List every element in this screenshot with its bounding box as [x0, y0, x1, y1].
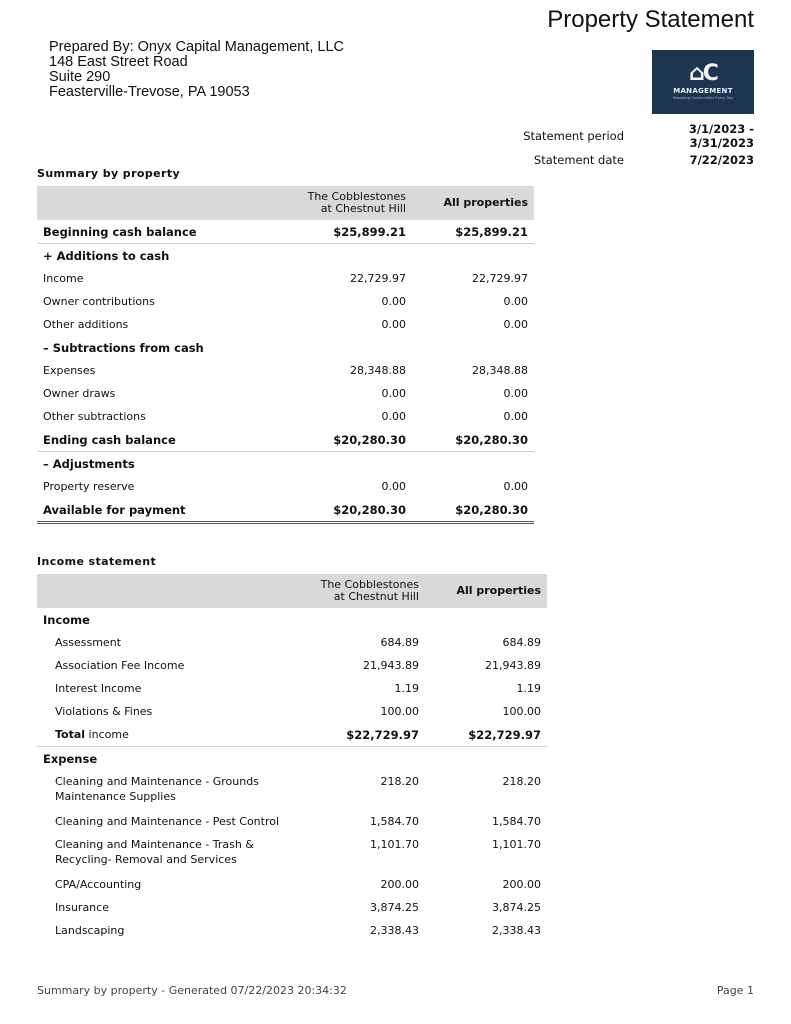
row-value: 0.00: [381, 387, 406, 400]
company-logo: [652, 50, 754, 114]
row-value: $22,729.97: [468, 727, 541, 742]
row-label: Insurance: [55, 901, 109, 914]
table-row: [37, 382, 534, 405]
row-label: Cleaning and Maintenance - Trash & Recycling- Removal and Services: [55, 838, 254, 866]
row-label: Assessment: [55, 636, 121, 649]
summary-table: [37, 186, 534, 524]
row-value: 0.00: [503, 480, 528, 493]
row-value: 21,943.89: [485, 659, 541, 672]
row-value: 28,348.88: [350, 364, 406, 377]
row-label: Cleaning and Maintenance - Pest Control: [55, 815, 280, 828]
row-label: Other additions: [43, 318, 129, 331]
row-value: 684.89: [380, 636, 419, 649]
row-label: CPA/Accounting: [55, 878, 142, 891]
row-value: $25,899.21: [455, 224, 528, 239]
row-label: Owner contributions: [43, 295, 155, 308]
income-statement-table: [37, 574, 547, 942]
row-value: 218.20: [502, 775, 541, 788]
row-label: Available for payment: [37, 498, 288, 523]
row-label: Cleaning and Maintenance - Grounds Maintenance Supplies: [55, 775, 259, 803]
row-label: Interest Income: [55, 682, 142, 695]
table-row: [37, 336, 534, 359]
statement-period-value: 3/1/2023 - 3/31/2023: [688, 122, 754, 150]
summary-heading: Summary by property: [37, 167, 181, 180]
row-label: – Subtractions from cash: [43, 340, 204, 355]
table-row: [37, 919, 547, 942]
statement-date-value: 7/22/2023: [689, 153, 754, 167]
row-value: 2,338.43: [370, 924, 419, 937]
income-col-all: All properties: [425, 574, 547, 608]
row-value: 684.89: [502, 636, 541, 649]
table-row: [37, 244, 534, 268]
table-row: [37, 631, 547, 654]
row-value: 22,729.97: [350, 272, 406, 285]
income-header-blank: [37, 574, 301, 608]
row-value: $20,280.30: [288, 498, 412, 523]
row-value: $20,280.30: [455, 432, 528, 447]
row-value: $20,280.30: [412, 498, 534, 523]
row-label: Other subtractions: [43, 410, 146, 423]
row-value: $22,729.97: [346, 727, 419, 742]
row-value: 0.00: [381, 295, 406, 308]
row-value: [288, 336, 412, 359]
statement-period-label: Statement period: [523, 129, 624, 143]
table-row: [37, 700, 547, 723]
table-row: [37, 475, 534, 498]
total-income-label: Total income: [55, 728, 129, 741]
table-row: [37, 220, 534, 244]
statement-meta: [494, 124, 754, 172]
table-row: [37, 359, 534, 382]
row-label: Income: [43, 272, 84, 285]
table-row: [37, 810, 547, 833]
row-value: 1,584.70: [370, 815, 419, 828]
table-row: [37, 833, 547, 873]
row-value: 200.00: [502, 878, 541, 891]
row-value: 21,943.89: [363, 659, 419, 672]
logo-mark: ⌂C: [689, 61, 717, 86]
row-value: 3,874.25: [370, 901, 419, 914]
row-label: Property reserve: [43, 480, 135, 493]
row-value: 2,338.43: [492, 924, 541, 937]
row-label: Owner draws: [43, 387, 116, 400]
row-value: 0.00: [503, 295, 528, 308]
row-value: [288, 452, 412, 476]
row-value: 1.19: [516, 682, 541, 695]
table-row: [37, 405, 534, 428]
row-label: Landscaping: [55, 924, 125, 937]
table-row: [37, 770, 547, 810]
income-section-row: [37, 608, 547, 631]
summary-col-all: All properties: [412, 186, 534, 220]
row-value: 0.00: [381, 318, 406, 331]
row-label: Ending cash balance: [43, 432, 176, 447]
row-label: Expenses: [43, 364, 96, 377]
statement-date-label: Statement date: [533, 153, 624, 167]
total-income-row: [37, 723, 547, 747]
table-row: [37, 873, 547, 896]
row-value: $20,280.30: [333, 432, 406, 447]
row-label: + Additions to cash: [37, 244, 288, 268]
row-label: Association Fee Income: [55, 659, 185, 672]
row-value: $25,899.21: [333, 224, 406, 239]
table-row: [37, 428, 534, 452]
table-row: [37, 290, 534, 313]
row-value: 218.20: [380, 775, 419, 788]
statement-date: [494, 148, 754, 172]
summary-col-property: The Cobblestones at Chestnut Hill: [288, 186, 412, 220]
table-row: [37, 313, 534, 336]
table-row: [37, 452, 534, 476]
row-value: 200.00: [380, 878, 419, 891]
address-line: Suite 290: [49, 69, 111, 85]
summary-header-row: [37, 186, 534, 220]
row-value: 0.00: [381, 410, 406, 423]
row-value: [412, 452, 534, 476]
income-col-property: The Cobblestones at Chestnut Hill: [301, 574, 425, 608]
row-value: [412, 244, 534, 268]
expense-section-row: [37, 747, 547, 771]
row-value: 28,348.88: [472, 364, 528, 377]
row-value: 0.00: [503, 410, 528, 423]
row-value: 0.00: [503, 387, 528, 400]
row-value: 1.19: [394, 682, 419, 695]
logo-text: MANAGEMENT: [673, 87, 733, 95]
footer-page-number: Page 1: [716, 984, 754, 997]
row-value: 100.00: [502, 705, 541, 718]
summary-header-blank: [37, 186, 288, 220]
row-value: 3,874.25: [492, 901, 541, 914]
income-section-label: Income: [43, 612, 90, 627]
row-value: 100.00: [380, 705, 419, 718]
table-row: [37, 498, 534, 523]
row-label: – Adjustments: [37, 452, 288, 476]
table-row: [37, 896, 547, 919]
row-label: Beginning cash balance: [43, 224, 197, 239]
row-value: 1,584.70: [492, 815, 541, 828]
preparer-address: [49, 40, 344, 100]
row-value: 22,729.97: [472, 272, 528, 285]
logo-tagline: Managing Communities Every Day: [672, 96, 734, 100]
address-line: Feasterville-Trevose, PA 19053: [49, 84, 250, 100]
row-label: Violations & Fines: [55, 705, 153, 718]
income-header-row: [37, 574, 547, 608]
footer-generated: Summary by property - Generated 07/22/2023 20:34:32: [37, 984, 347, 997]
statement-period: [494, 124, 754, 148]
row-value: 0.00: [381, 480, 406, 493]
preparer-line: Prepared By: Onyx Capital Management, LLC: [49, 39, 344, 55]
table-row: [37, 267, 534, 290]
expense-section-label: Expense: [37, 747, 301, 771]
address-line: 148 East Street Road: [49, 54, 188, 70]
table-row: [37, 654, 547, 677]
row-value: [412, 336, 534, 359]
row-value: [288, 244, 412, 268]
page-title: Property Statement: [547, 6, 754, 33]
row-value: 1,101.70: [492, 838, 541, 851]
income-statement-heading: Income statement: [37, 555, 157, 568]
row-value: 0.00: [503, 318, 528, 331]
table-row: [37, 677, 547, 700]
row-value: 1,101.70: [370, 838, 419, 851]
